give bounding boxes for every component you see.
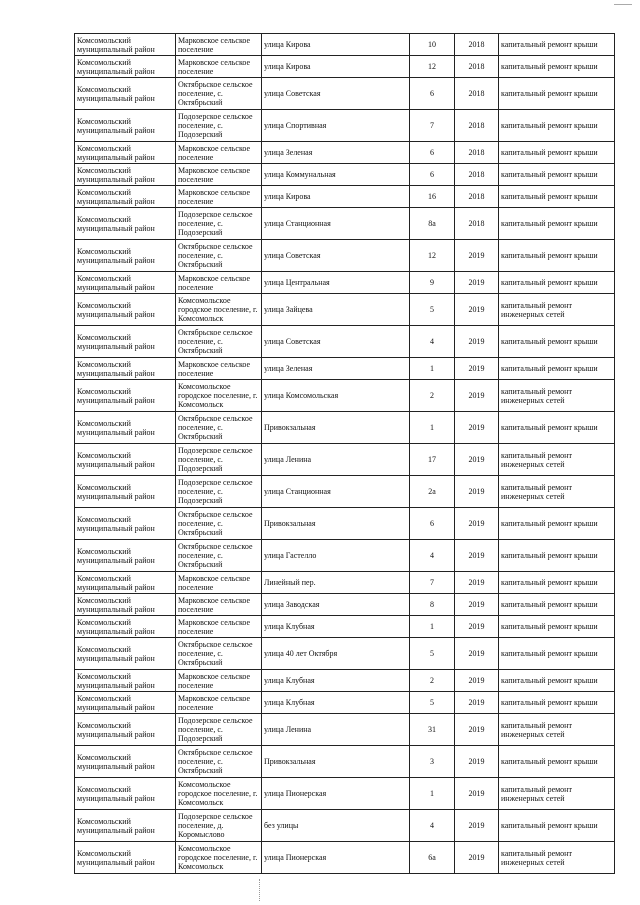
district-cell: Комсомольский муниципальный район (75, 616, 176, 638)
district-cell: Комсомольский муниципальный район (75, 778, 176, 810)
year-cell: 2019 (455, 294, 499, 326)
district-cell: Комсомольский муниципальный район (75, 358, 176, 380)
settlement-cell: Комсомольское городское поселение, г. Комсомольск (176, 294, 262, 326)
district-cell: Комсомольский муниципальный район (75, 208, 176, 240)
work-type-cell: капитальный ремонт крыши (499, 358, 615, 380)
district-cell: Комсомольский муниципальный район (75, 444, 176, 476)
settlement-cell: Марковское сельское поселение (176, 142, 262, 164)
street-cell: без улицы (262, 810, 410, 842)
house-number-cell: 4 (410, 810, 455, 842)
street-cell: улица Советская (262, 240, 410, 272)
settlement-cell: Подозерское сельское поселение, с. Подозерский (176, 714, 262, 746)
year-cell: 2018 (455, 34, 499, 56)
work-type-cell: капитальный ремонт крыши (499, 616, 615, 638)
house-number-cell: 6 (410, 142, 455, 164)
table-row (75, 810, 615, 842)
table-row (75, 540, 615, 572)
street-cell: улица Советская (262, 326, 410, 358)
settlement-cell: Октябрьское сельское поселение, с. Октябрьский (176, 78, 262, 110)
settlement-cell: Марковское сельское поселение (176, 164, 262, 186)
settlement-cell: Октябрьское сельское поселение, с. Октябрьский (176, 508, 262, 540)
work-type-cell: капитальный ремонт крыши (499, 110, 615, 142)
work-type-cell: капитальный ремонт крыши (499, 638, 615, 670)
house-number-cell: 6 (410, 164, 455, 186)
house-number-cell: 5 (410, 692, 455, 714)
work-type-cell: капитальный ремонт крыши (499, 326, 615, 358)
district-cell: Комсомольский муниципальный район (75, 594, 176, 616)
work-type-cell: капитальный ремонт крыши (499, 540, 615, 572)
house-number-cell: 8а (410, 208, 455, 240)
settlement-cell: Марковское сельское поселение (176, 34, 262, 56)
work-type-cell: капитальный ремонт крыши (499, 412, 615, 444)
table-row (75, 358, 615, 380)
year-cell: 2019 (455, 476, 499, 508)
table-row (75, 272, 615, 294)
district-cell: Комсомольский муниципальный район (75, 240, 176, 272)
settlement-cell: Октябрьское сельское поселение, с. Октябрьский (176, 412, 262, 444)
house-number-cell: 8 (410, 594, 455, 616)
table-row (75, 692, 615, 714)
street-cell: улица Станционная (262, 476, 410, 508)
street-cell: улица Зайцева (262, 294, 410, 326)
house-number-cell: 4 (410, 540, 455, 572)
street-cell: улица Гастелло (262, 540, 410, 572)
house-number-cell: 6 (410, 508, 455, 540)
district-cell: Комсомольский муниципальный район (75, 638, 176, 670)
work-type-cell: капитальный ремонт крыши (499, 34, 615, 56)
year-cell: 2018 (455, 56, 499, 78)
table-row (75, 110, 615, 142)
district-cell: Комсомольский муниципальный район (75, 142, 176, 164)
table-row (75, 572, 615, 594)
year-cell: 2019 (455, 508, 499, 540)
work-type-cell: капитальный ремонт крыши (499, 572, 615, 594)
table-row (75, 778, 615, 810)
work-type-cell: капитальный ремонт крыши (499, 142, 615, 164)
year-cell: 2019 (455, 810, 499, 842)
settlement-cell: Марковское сельское поселение (176, 272, 262, 294)
district-cell: Комсомольский муниципальный район (75, 110, 176, 142)
year-cell: 2019 (455, 714, 499, 746)
table-row (75, 142, 615, 164)
work-type-cell: капитальный ремонт крыши (499, 208, 615, 240)
settlement-cell: Марковское сельское поселение (176, 186, 262, 208)
work-type-cell: капитальный ремонт крыши (499, 78, 615, 110)
settlement-cell: Марковское сельское поселение (176, 572, 262, 594)
street-cell: Привокзальная (262, 412, 410, 444)
street-cell: улица Зеленая (262, 358, 410, 380)
house-number-cell: 7 (410, 110, 455, 142)
district-cell: Комсомольский муниципальный район (75, 714, 176, 746)
street-cell: улица Комсомольская (262, 380, 410, 412)
table-row (75, 444, 615, 476)
year-cell: 2019 (455, 540, 499, 572)
street-cell: Привокзальная (262, 508, 410, 540)
housing-repair-table (74, 33, 615, 874)
district-cell: Комсомольский муниципальный район (75, 272, 176, 294)
settlement-cell: Октябрьское сельское поселение, с. Октябрьский (176, 638, 262, 670)
table-row (75, 78, 615, 110)
table-row (75, 34, 615, 56)
district-cell: Комсомольский муниципальный район (75, 34, 176, 56)
street-cell: улица Пионерская (262, 778, 410, 810)
street-cell: улица Пионерская (262, 842, 410, 874)
district-cell: Комсомольский муниципальный район (75, 476, 176, 508)
table-row (75, 476, 615, 508)
work-type-cell: капитальный ремонт крыши (499, 240, 615, 272)
house-number-cell: 4 (410, 326, 455, 358)
year-cell: 2019 (455, 412, 499, 444)
year-cell: 2019 (455, 638, 499, 670)
street-cell: улица Советская (262, 78, 410, 110)
year-cell: 2019 (455, 572, 499, 594)
house-number-cell: 7 (410, 572, 455, 594)
table-row (75, 326, 615, 358)
street-cell: улица Коммунальная (262, 164, 410, 186)
work-type-cell: капитальный ремонт крыши (499, 746, 615, 778)
house-number-cell: 2 (410, 380, 455, 412)
house-number-cell: 1 (410, 358, 455, 380)
house-number-cell: 6а (410, 842, 455, 874)
year-cell: 2018 (455, 164, 499, 186)
table-row (75, 380, 615, 412)
street-cell: улица Клубная (262, 616, 410, 638)
house-number-cell: 5 (410, 294, 455, 326)
work-type-cell: капитальный ремонт инженерных сетей (499, 714, 615, 746)
street-cell: улица 40 лет Октября (262, 638, 410, 670)
settlement-cell: Октябрьское сельское поселение, с. Октябрьский (176, 540, 262, 572)
table-row (75, 412, 615, 444)
settlement-cell: Марковское сельское поселение (176, 692, 262, 714)
district-cell: Комсомольский муниципальный район (75, 56, 176, 78)
year-cell: 2018 (455, 110, 499, 142)
table-row (75, 594, 615, 616)
street-cell: улица Клубная (262, 670, 410, 692)
table-row (75, 164, 615, 186)
settlement-cell: Комсомольское городское поселение, г. Комсомольск (176, 380, 262, 412)
year-cell: 2019 (455, 444, 499, 476)
house-number-cell: 2 (410, 670, 455, 692)
year-cell: 2019 (455, 272, 499, 294)
settlement-cell: Октябрьское сельское поселение, с. Октябрьский (176, 746, 262, 778)
house-number-cell: 5 (410, 638, 455, 670)
settlement-cell: Комсомольское городское поселение, г. Комсомольск (176, 778, 262, 810)
year-cell: 2019 (455, 778, 499, 810)
table-row (75, 208, 615, 240)
district-cell: Комсомольский муниципальный район (75, 294, 176, 326)
year-cell: 2019 (455, 240, 499, 272)
street-cell: улица Заводская (262, 594, 410, 616)
year-cell: 2019 (455, 380, 499, 412)
house-number-cell: 1 (410, 778, 455, 810)
table-row (75, 294, 615, 326)
table-row (75, 240, 615, 272)
street-cell: улица Зеленая (262, 142, 410, 164)
street-cell: улица Кирова (262, 34, 410, 56)
table-row (75, 638, 615, 670)
work-type-cell: капитальный ремонт крыши (499, 810, 615, 842)
settlement-cell: Марковское сельское поселение (176, 670, 262, 692)
district-cell: Комсомольский муниципальный район (75, 692, 176, 714)
street-cell: улица Клубная (262, 692, 410, 714)
district-cell: Комсомольский муниципальный район (75, 540, 176, 572)
district-cell: Комсомольский муниципальный район (75, 572, 176, 594)
table-row (75, 670, 615, 692)
house-number-cell: 12 (410, 56, 455, 78)
work-type-cell: капитальный ремонт инженерных сетей (499, 380, 615, 412)
year-cell: 2019 (455, 358, 499, 380)
work-type-cell: капитальный ремонт крыши (499, 164, 615, 186)
work-type-cell: капитальный ремонт инженерных сетей (499, 444, 615, 476)
district-cell: Комсомольский муниципальный район (75, 326, 176, 358)
settlement-cell: Марковское сельское поселение (176, 56, 262, 78)
street-cell: Линейный пер. (262, 572, 410, 594)
house-number-cell: 9 (410, 272, 455, 294)
year-cell: 2019 (455, 670, 499, 692)
table-row (75, 508, 615, 540)
district-cell: Комсомольский муниципальный район (75, 380, 176, 412)
work-type-cell: капитальный ремонт крыши (499, 670, 615, 692)
table-row (75, 842, 615, 874)
table-body (75, 34, 615, 874)
house-number-cell: 10 (410, 34, 455, 56)
table-row (75, 714, 615, 746)
work-type-cell: капитальный ремонт крыши (499, 594, 615, 616)
work-type-cell: капитальный ремонт инженерных сетей (499, 778, 615, 810)
district-cell: Комсомольский муниципальный район (75, 78, 176, 110)
work-type-cell: капитальный ремонт инженерных сетей (499, 842, 615, 874)
settlement-cell: Октябрьское сельское поселение, с. Октябрьский (176, 240, 262, 272)
house-number-cell: 3 (410, 746, 455, 778)
settlement-cell: Марковское сельское поселение (176, 594, 262, 616)
work-type-cell: капитальный ремонт инженерных сетей (499, 476, 615, 508)
street-cell: улица Спортивная (262, 110, 410, 142)
district-cell: Комсомольский муниципальный район (75, 412, 176, 444)
work-type-cell: капитальный ремонт крыши (499, 692, 615, 714)
settlement-cell: Комсомольское городское поселение, г. Комсомольск (176, 842, 262, 874)
street-cell: улица Ленина (262, 714, 410, 746)
page-fold-mark (259, 879, 260, 901)
street-cell: улица Кирова (262, 186, 410, 208)
district-cell: Комсомольский муниципальный район (75, 810, 176, 842)
year-cell: 2019 (455, 616, 499, 638)
house-number-cell: 31 (410, 714, 455, 746)
settlement-cell: Марковское сельское поселение (176, 616, 262, 638)
top-edge-mark (614, 4, 632, 5)
house-number-cell: 1 (410, 412, 455, 444)
year-cell: 2018 (455, 208, 499, 240)
street-cell: Привокзальная (262, 746, 410, 778)
table-row (75, 186, 615, 208)
settlement-cell: Октябрьское сельское поселение, с. Октябрьский (176, 326, 262, 358)
house-number-cell: 1 (410, 616, 455, 638)
work-type-cell: капитальный ремонт крыши (499, 508, 615, 540)
year-cell: 2019 (455, 326, 499, 358)
street-cell: улица Кирова (262, 56, 410, 78)
work-type-cell: капитальный ремонт инженерных сетей (499, 294, 615, 326)
street-cell: улица Станционная (262, 208, 410, 240)
year-cell: 2018 (455, 142, 499, 164)
district-cell: Комсомольский муниципальный район (75, 670, 176, 692)
work-type-cell: капитальный ремонт крыши (499, 272, 615, 294)
house-number-cell: 2а (410, 476, 455, 508)
house-number-cell: 12 (410, 240, 455, 272)
street-cell: улица Центральная (262, 272, 410, 294)
year-cell: 2018 (455, 78, 499, 110)
settlement-cell: Подозерское сельское поселение, с. Подозерский (176, 110, 262, 142)
house-number-cell: 17 (410, 444, 455, 476)
year-cell: 2019 (455, 594, 499, 616)
house-number-cell: 16 (410, 186, 455, 208)
settlement-cell: Марковское сельское поселение (176, 358, 262, 380)
work-type-cell: капитальный ремонт крыши (499, 186, 615, 208)
district-cell: Комсомольский муниципальный район (75, 508, 176, 540)
house-number-cell: 6 (410, 78, 455, 110)
table-row (75, 56, 615, 78)
settlement-cell: Подозерское сельское поселение, д. Коромыслово (176, 810, 262, 842)
settlement-cell: Подозерское сельское поселение, с. Подозерский (176, 208, 262, 240)
year-cell: 2019 (455, 842, 499, 874)
work-type-cell: капитальный ремонт крыши (499, 56, 615, 78)
district-cell: Комсомольский муниципальный район (75, 164, 176, 186)
settlement-cell: Подозерское сельское поселение, с. Подозерский (176, 476, 262, 508)
year-cell: 2019 (455, 746, 499, 778)
district-cell: Комсомольский муниципальный район (75, 842, 176, 874)
settlement-cell: Подозерское сельское поселение, с. Подозерский (176, 444, 262, 476)
district-cell: Комсомольский муниципальный район (75, 746, 176, 778)
table-row (75, 746, 615, 778)
table-row (75, 616, 615, 638)
year-cell: 2019 (455, 692, 499, 714)
street-cell: улица Ленина (262, 444, 410, 476)
district-cell: Комсомольский муниципальный район (75, 186, 176, 208)
year-cell: 2018 (455, 186, 499, 208)
